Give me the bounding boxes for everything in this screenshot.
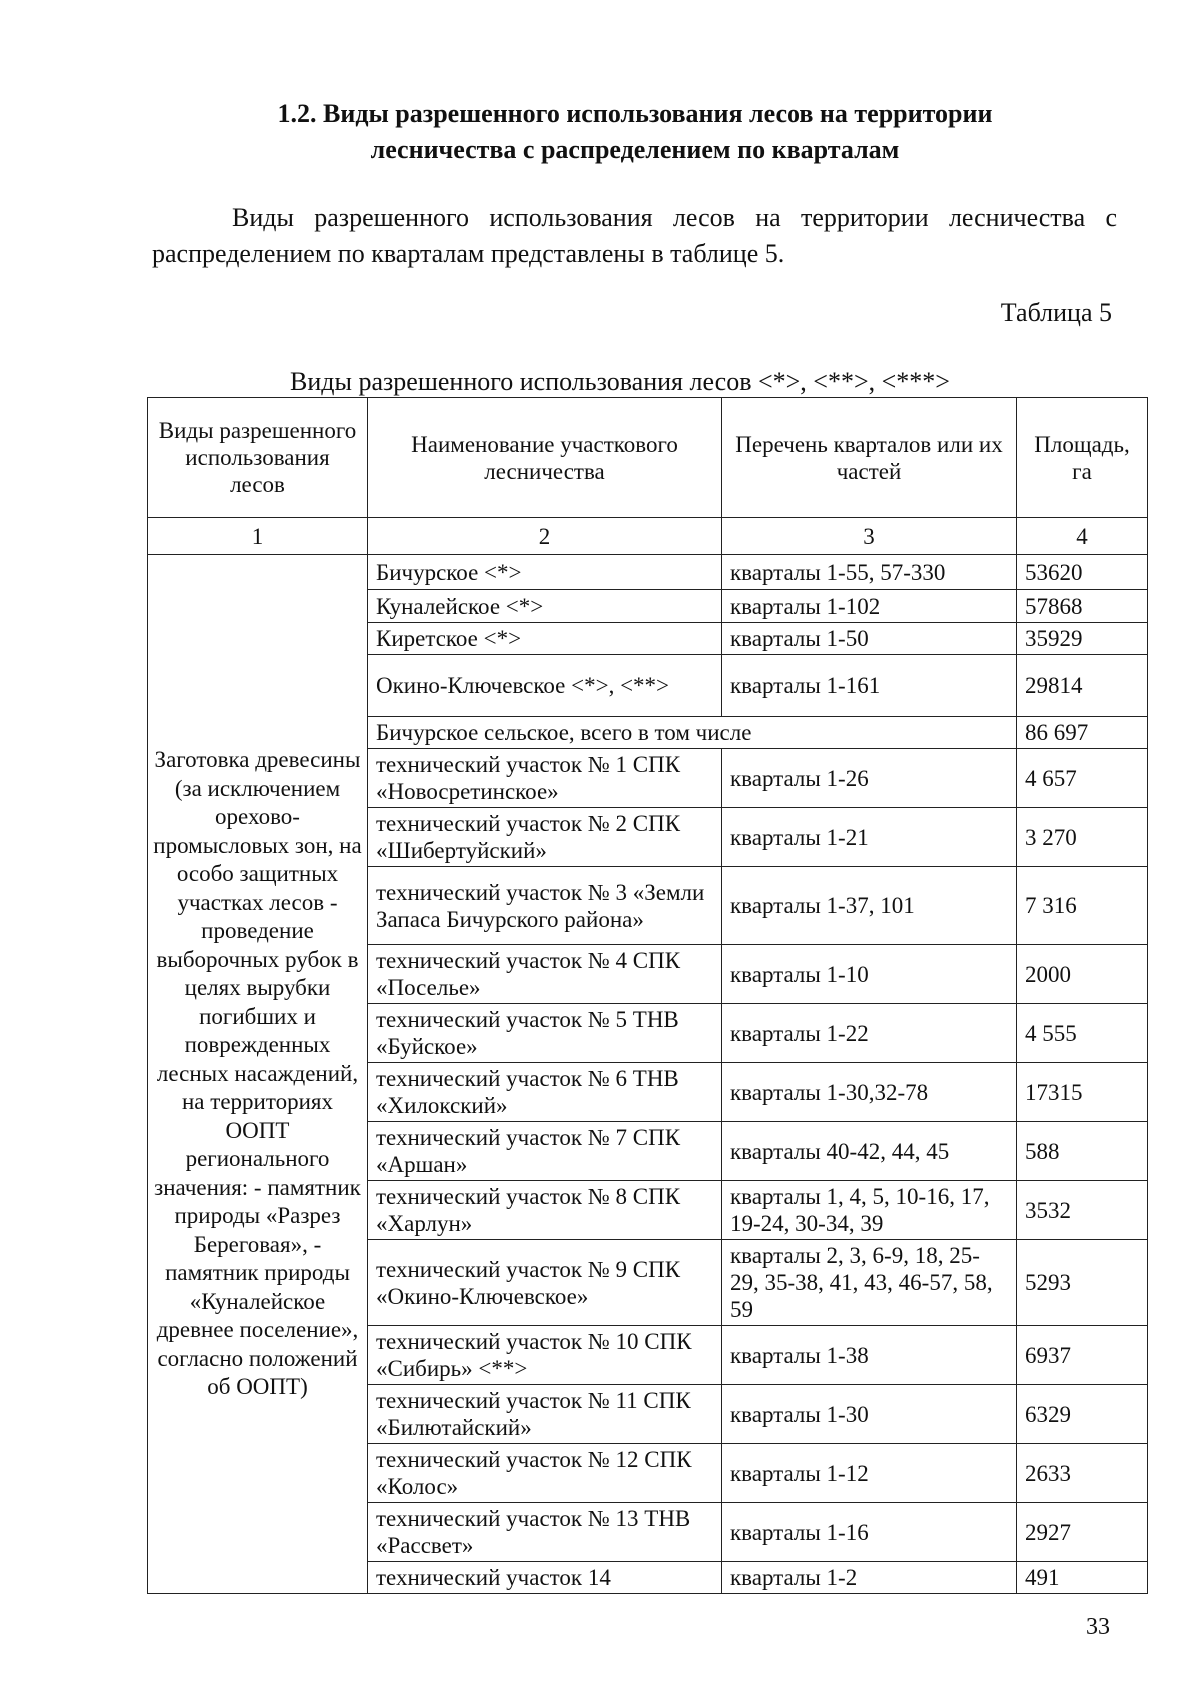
forestry-name: технический участок 14 <box>368 1562 722 1594</box>
forestry-name: технический участок № 11 СПК «Билютайский» <box>368 1385 722 1444</box>
area-value: 2000 <box>1017 945 1148 1004</box>
forestry-name: технический участок № 5 ТНВ «Буйское» <box>368 1004 722 1063</box>
table-number: Таблица 5 <box>1000 298 1112 327</box>
forestry-name: технический участок № 3 «Земли Запаса Бичурского района» <box>368 867 722 945</box>
header-col1: Виды разрешенного использования лесов <box>148 398 368 518</box>
area-value: 3 270 <box>1017 808 1148 867</box>
header-col2: Наименование участкового лесничества <box>368 398 722 518</box>
forestry-name: технический участок № 2 СПК «Шибертуйский» <box>368 808 722 867</box>
quarters-list: кварталы 1-30 <box>722 1385 1017 1444</box>
quarters-list: кварталы 1-161 <box>722 655 1017 717</box>
column-number: 3 <box>722 518 1017 555</box>
forestry-name: Окино-Ключевское <*>, <**> <box>368 655 722 717</box>
quarters-list: кварталы 1-21 <box>722 808 1017 867</box>
quarters-list: кварталы 40-42, 44, 45 <box>722 1122 1017 1181</box>
subtotal-area: 86 697 <box>1017 717 1148 749</box>
forestry-name: технический участок № 6 ТНВ «Хилокский» <box>368 1063 722 1122</box>
forestry-name: Киретское <*> <box>368 623 722 655</box>
area-value: 57868 <box>1017 590 1148 623</box>
heading-line-1: 1.2. Виды разрешенного использования лесов на территории <box>277 99 993 128</box>
forestry-name: технический участок № 12 СПК «Колос» <box>368 1444 722 1503</box>
quarters-list: кварталы 1, 4, 5, 10-16, 17, 19-24, 30-34, 39 <box>722 1181 1017 1240</box>
forestry-name: Бичурское <*> <box>368 555 722 590</box>
quarters-list: кварталы 1-55, 57-330 <box>722 555 1017 590</box>
quarters-list: кварталы 1-26 <box>722 749 1017 808</box>
quarters-list: кварталы 1-102 <box>722 590 1017 623</box>
forest-use-table <box>147 397 1148 1594</box>
column-number: 1 <box>148 518 368 555</box>
intro-paragraph: Виды разрешенного использования лесов на территории лесничества с распределением по кварталам представлены в таблице 5. <box>152 203 1117 268</box>
section-heading <box>150 96 1120 168</box>
quarters-list: кварталы 1-22 <box>722 1004 1017 1063</box>
area-value: 491 <box>1017 1562 1148 1594</box>
area-value: 35929 <box>1017 623 1148 655</box>
area-value: 4 657 <box>1017 749 1148 808</box>
header-col4: Площадь, га <box>1017 398 1148 518</box>
quarters-list: кварталы 1-2 <box>722 1562 1017 1594</box>
heading-line-2: лесничества с распределением по кварталам <box>370 135 900 164</box>
area-value: 5293 <box>1017 1240 1148 1326</box>
use-type-cell: Заготовка древесины (за исключением орехово-промысловых зон, на особо защитных участках лесов - проведение выборочных рубок в целях вырубки погибших и поврежденных лесных насаждений, на территориях ООПТ регионального значения: - памятник природы «Разрез Береговая», - памятник природы «Куналейское древнее поселение», согласно положений об ООПТ) <box>148 555 368 1594</box>
forestry-name: технический участок № 8 СПК «Харлун» <box>368 1181 722 1240</box>
quarters-list: кварталы 1-37, 101 <box>722 867 1017 945</box>
header-col3: Перечень кварталов или их частей <box>722 398 1017 518</box>
forestry-name: технический участок № 1 СПК «Новосретинское» <box>368 749 722 808</box>
quarters-list: кварталы 1-10 <box>722 945 1017 1004</box>
quarters-list: кварталы 1-16 <box>722 1503 1017 1562</box>
forestry-name: технический участок № 7 СПК «Аршан» <box>368 1122 722 1181</box>
quarters-list: кварталы 1-12 <box>722 1444 1017 1503</box>
column-number: 4 <box>1017 518 1148 555</box>
quarters-list: кварталы 1-30,32-78 <box>722 1063 1017 1122</box>
area-value: 588 <box>1017 1122 1148 1181</box>
quarters-list: кварталы 2, 3, 6-9, 18, 25-29, 35-38, 41, 43, 46-57, 58, 59 <box>722 1240 1017 1326</box>
area-value: 4 555 <box>1017 1004 1148 1063</box>
area-value: 2927 <box>1017 1503 1148 1562</box>
forestry-name: технический участок № 13 ТНВ «Рассвет» <box>368 1503 722 1562</box>
area-value: 2633 <box>1017 1444 1148 1503</box>
table-caption: Виды разрешенного использования лесов <*>, <**>, <***> <box>290 367 950 396</box>
area-value: 3532 <box>1017 1181 1148 1240</box>
table-row <box>148 555 1148 590</box>
quarters-list: кварталы 1-38 <box>722 1326 1017 1385</box>
subtotal-name: Бичурское сельское, всего в том числе <box>368 717 1017 749</box>
area-value: 6937 <box>1017 1326 1148 1385</box>
forestry-name: технический участок № 4 СПК «Поселье» <box>368 945 722 1004</box>
column-number-row <box>148 518 1148 555</box>
forestry-name: Куналейское <*> <box>368 590 722 623</box>
header-row <box>148 398 1148 518</box>
area-value: 6329 <box>1017 1385 1148 1444</box>
forestry-name: технический участок № 9 СПК «Окино-Ключевское» <box>368 1240 722 1326</box>
area-value: 17315 <box>1017 1063 1148 1122</box>
quarters-list: кварталы 1-50 <box>722 623 1017 655</box>
column-number: 2 <box>368 518 722 555</box>
area-value: 7 316 <box>1017 867 1148 945</box>
area-value: 53620 <box>1017 555 1148 590</box>
area-value: 29814 <box>1017 655 1148 717</box>
page-number: 33 <box>1086 1614 1110 1640</box>
forestry-name: технический участок № 10 СПК «Сибирь» <**> <box>368 1326 722 1385</box>
